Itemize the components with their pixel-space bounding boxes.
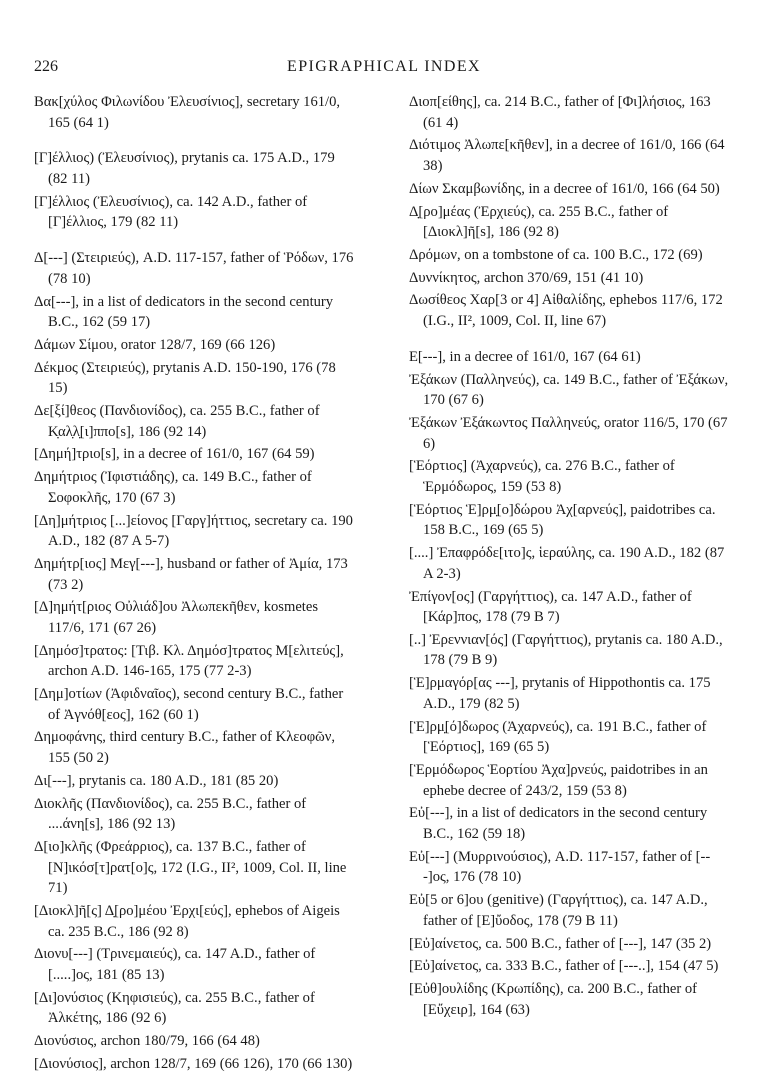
index-entry: Δημήτρ[ιος] Μεγ[---], husband or father of Ἀμία, 173 (73 2)	[34, 555, 348, 593]
right-column	[409, 92, 731, 1022]
index-entry: [Ἑόρτιος] (Ἀχαρνεύς), ca. 276 B.C., father of Ἑρμόδωρος, 159 (53 8)	[409, 458, 675, 495]
index-entry: Διοκλῆς (Πανδιονίδος), ca. 255 B.C., father of ....άνη[s], 186 (92 13)	[34, 795, 307, 833]
index-entry: Δ̣[ρο]μέας (Ἐρχιεύς), ca. 255 B.C., father of [Διοκλ]ῆ[s], 186 (92 8)	[409, 203, 669, 241]
index-entry: Διονύσιος, archon 180/79, 166 (64 48)	[34, 1033, 260, 1050]
section-gap	[409, 334, 731, 347]
index-entry: [Εὐ]αίνετος, ca. 500 B.C., father of [---], 147 (35 2)	[409, 935, 712, 952]
index-entry: Δ[ιο]κλῆς (Φρεάρριος), ca. 137 B.C., father of [Ν]ικόσ[τ]ρατ[ο]ς, 172 (I.G., II², 1009, Col. II, line 71)	[34, 838, 347, 897]
index-entry: [Δημόσ]τρατος: [Τιβ. Κλ. Δημόσ]τρατος Μ[ελιτεύς], archon A.D. 146-165, 175 (77 2-3)	[34, 642, 344, 680]
index-entry: Διονυ[---] (Τρινεμαιεύς), ca. 147 A.D., father of [.....]ος, 181 (85 13)	[34, 946, 316, 983]
index-entry: [Ἑόρτιος Ἑ]ρμ̣[ο]δώρου Ἀχ[αρνεύς], paidotribes ca. 158 B.C., 169 (65 5)	[409, 501, 716, 539]
index-entry: Διοπ[είθης], ca. 214 B.C., father of [Φι]λήσιος, 163 (61 4)	[409, 94, 711, 131]
index-entry: Εὐ[---] (Μυρρινούσιος), A.D. 117-157, father of [---]ος, 176 (78 10)	[409, 848, 711, 886]
running-title: EPIGRAPHICAL INDEX	[287, 58, 481, 75]
index-entry: [Εὐ]αίνετος, ca. 333 B.C., father of [---..], 154 (47 5)	[409, 958, 719, 975]
index-entry: Εὐ[---], in a list of dedicators in the second century B.C., 162 (59 18)	[409, 805, 708, 842]
section-gap	[34, 135, 356, 148]
index-entry: Διότιμος Ἀλωπε[κῆθεν], in a decree of 161/0, 166 (64 38)	[409, 137, 725, 174]
index-entry: [Γ]έλλιος) (Ἐλευσίνιος), prytanis ca. 175 A.D., 179 (82 11)	[34, 150, 335, 187]
index-entry: Εὐ[5 or 6]ου (genitive) (Γαργήττιος), ca. 147 A.D., father of [Ε]ὔοδος, 178 (79 B 11)	[409, 892, 708, 929]
index-entry: Δίων Σκαμβωνίδης, in a decree of 161/0, 166 (64 50)	[409, 180, 720, 197]
index-entry: Δι[---], prytanis ca. 180 A.D., 181 (85 20)	[34, 772, 279, 789]
index-entry: Ἐξάκων Ἐξάκωντος Παλληνεύς, orator 116/5, 170 (67 6)	[409, 415, 728, 452]
index-entry: Ἐξάκων (Παλληνεύς), ca. 149 B.C., father of Ἐξάκων, 170 (67 6)	[409, 371, 729, 409]
index-entry: [Διονύσιος], archon 128/7, 169 (66 126), 170 (66 130)	[34, 1055, 353, 1072]
index-entry: [Γ]έλλιος (Ἐλευσίνιος), ca. 142 A.D., father of [Γ]έλλιος, 179 (82 11)	[34, 193, 308, 231]
index-entry: Δ[---] (Στειριεύς), A.D. 117-157, father of Ῥόδων, 176 (78 10)	[34, 250, 354, 287]
index-entry: Δάμων Σίμου, orator 128/7, 169 (66 126)	[34, 336, 276, 353]
index-entry: [Δι]ονύσιος (Κηφισιεύς), ca. 255 B.C., father of Ἀλκέτης, 186 (92 6)	[34, 989, 315, 1027]
index-entry: Δρόμων, on a tombstone of ca. 100 B.C., 172 (69)	[409, 246, 703, 263]
index-entry: Δωσίθεος Χαρ[3 or 4] Αἰθαλίδης, ephebos 117/6, 172 (I.G., II², 1009, Col. II, line 67)	[409, 292, 723, 330]
index-entry: Δα[---], in a list of dedicators in the second century B.C., 162 (59 17)	[34, 293, 334, 331]
section-gap	[34, 235, 356, 248]
index-entry: [Ἑρμόδωρος Ἑορτίου Ἀχα]ρνεύς, paidotribes in an ephebe decree of 243/2, 159 (53 8)	[409, 762, 708, 799]
index-entry: [Εὐθ]ουλίδης (Κρωπίδης), ca. 200 B.C., father of [Εὔχειρ], 164 (63)	[409, 981, 698, 1018]
index-entry: [..] Ἐρεννιαν[ός] (Γαργήττιος), prytanis ca. 180 A.D., 178 (79 B 9)	[409, 631, 723, 669]
index-entry: Δυννίκητος, archon 370/69, 151 (41 10)	[409, 269, 644, 286]
index-entry: Ε[---], in a decree of 161/0, 167 (64 61)	[409, 348, 641, 365]
left-column	[34, 92, 356, 1077]
index-entry: Δημήτριος (Ἰφιστιάδης), ca. 149 B.C., father of Σοφοκλῆς, 170 (67 3)	[34, 469, 312, 506]
index-entry: [Διοκλ]ῆ[ς] Δ̣[ρο]μέου Ἐρχι[εύς], ephebos of Aigeis ca. 235 B.C., 186 (92 8)	[34, 902, 340, 940]
index-entry: Δε[ξί]θεος (Πανδιονίδος), ca. 255 B.C., father of Κ̣αλ̣λ̣[ι]ππο[s], 186 (92 14)	[34, 403, 320, 440]
index-entry: [Ἑ]ρμαγόρ[ας ---], prytanis of Hippothontis ca. 175 A.D., 179 (82 5)	[409, 675, 711, 712]
index-entry: [Δημ]οτίων (Ἀφιδναῖος), second century B.C., father of Ἀγνόθ[εος], 162 (60 1)	[34, 686, 344, 723]
page-number: 226	[34, 58, 58, 75]
index-entry: [Δη]μήτριος [...]είονος [Γαργ]ήττιος, secretary ca. 190 A.D., 182 (87 A 5-7)	[34, 512, 353, 550]
index-entry: [Δημή]τριο[s], in a decree of 161/0, 167 (64 59)	[34, 446, 315, 463]
index-entry: Δέκμος (Στειριεύς), prytanis A.D. 150-190, 176 (78 15)	[34, 359, 336, 397]
index-entry: Βακ[χύλος Φιλωνίδου Ἐλευσίνιος], secretary 161/0, 165 (64 1)	[34, 94, 341, 131]
index-entry: Δημοφάνης, third century B.C., father of Κλεοφῶν, 155 (50 2)	[34, 729, 335, 767]
page-header	[34, 58, 734, 80]
index-entry: [Δ]ημήτ[ριος Οὐλιάδ]ου Ἀλωπεκῆθεν, kosmetes 117/6, 171 (67 26)	[34, 599, 319, 636]
index-entry: [....] Ἐπαφρόδε[ιτο]ς, ἱεραύλης, ca. 190 A.D., 182 (87 A 2-3)	[409, 545, 725, 582]
index-entry: [Ἑ]ρμ̣[ό]δωρος (Ἀχαρνεύς), ca. 191 B.C., father of [Ἑόρτιος], 169 (65 5)	[409, 718, 707, 756]
index-entry: Ἐπίγον[ος] (Γαργήττιος), ca. 147 A.D., father of [Κάρ]πος, 178 (79 B 7)	[409, 588, 692, 626]
